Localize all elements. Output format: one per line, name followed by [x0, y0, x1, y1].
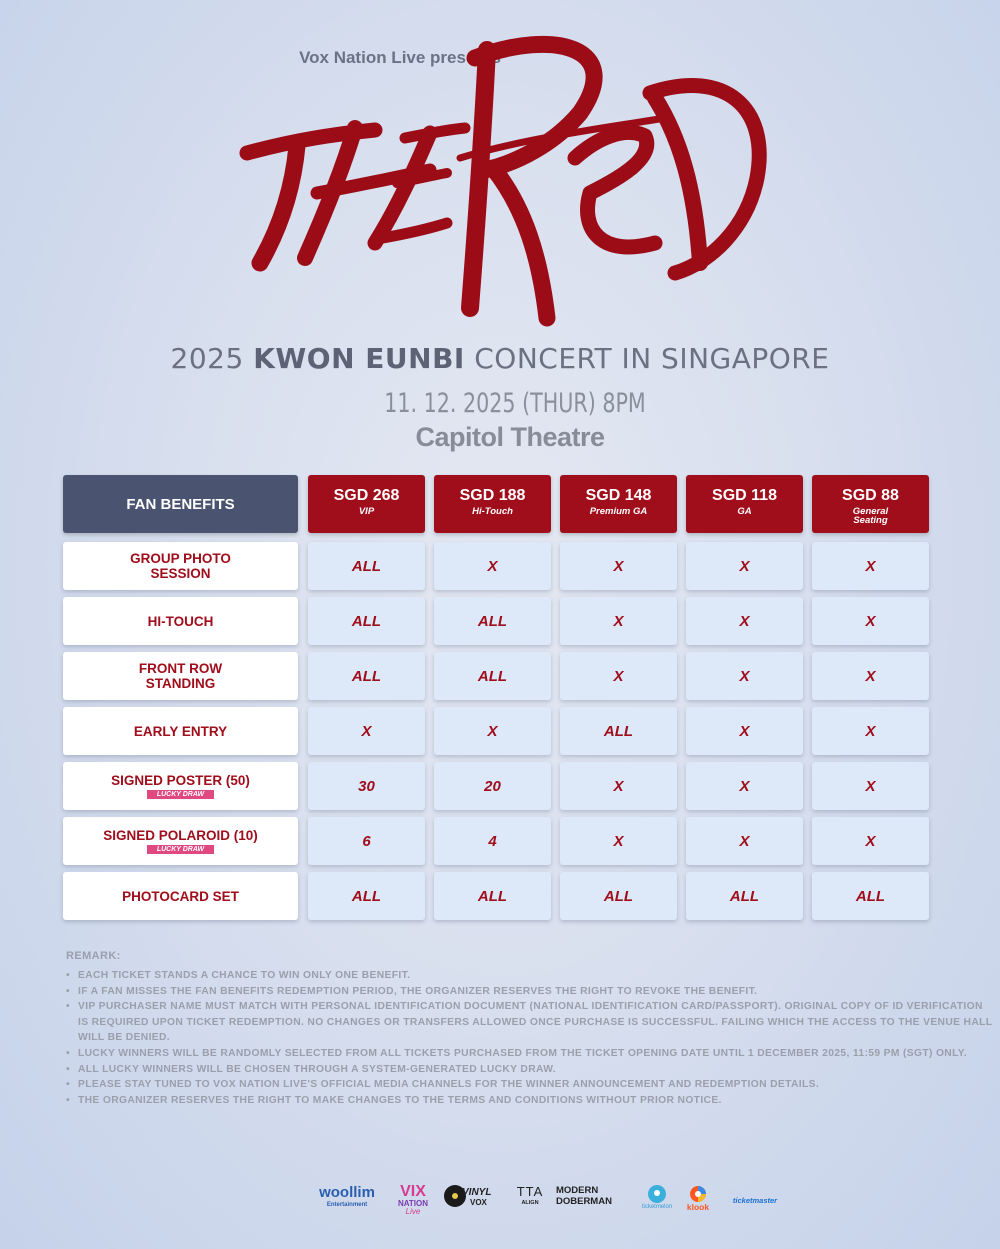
benefit-cell: X	[686, 817, 803, 865]
modern-line2: DOBERMAN	[556, 1196, 612, 1207]
woollim-sub: Entertainment	[326, 1202, 368, 1208]
benefit-cell: ALL	[308, 542, 425, 590]
klook-text: klook	[686, 1202, 710, 1212]
vinyl-sub: VOX	[470, 1198, 487, 1207]
benefit-cell: 30	[308, 762, 425, 810]
benefit-cell: X	[686, 542, 803, 590]
sponsor-woollim	[312, 1185, 382, 1209]
tier-name: General Seating	[852, 506, 889, 526]
fan-benefits-header: FAN BENEFITS	[63, 475, 298, 533]
tier-name: Premium GA	[589, 506, 648, 517]
lucky-draw-badge: LUCKY DRAW	[147, 790, 214, 799]
benefit-cell: ALL	[308, 652, 425, 700]
benefit-name: EARLY ENTRY	[133, 723, 228, 739]
headline-suffix: CONCERT IN SINGAPORE	[474, 342, 830, 375]
benefit-cell: X	[812, 597, 929, 645]
benefit-row-label	[63, 817, 298, 865]
tta-logo-text: TTA	[516, 1184, 544, 1199]
benefit-name: HI-TOUCH	[147, 613, 214, 629]
remark-item: • LUCKY WINNERS WILL BE RANDOMLY SELECTED FROM ALL TICKETS PURCHASED FROM THE TICKET OPENING DATE UNTIL 1 DECEMBER 2025, 11:59 PM (SGT) ONLY.	[66, 1046, 996, 1062]
benefit-cell: X	[560, 817, 677, 865]
benefit-cell: ALL	[560, 872, 677, 920]
remark-item: • ALL LUCKY WINNERS WILL BE CHOSEN THROUGH A SYSTEM-GENERATED LUCKY DRAW.	[66, 1062, 996, 1078]
headline-artist: KWON EUNBI	[253, 342, 465, 375]
benefit-cell: ALL	[434, 872, 551, 920]
remark-title: REMARK:	[66, 950, 121, 962]
vix-logo-text: VIX	[400, 1183, 426, 1200]
the-red-logo	[225, 18, 785, 338]
benefit-name: GROUP PHOTO SESSION	[130, 551, 231, 581]
sponsor-klook	[682, 1185, 714, 1212]
tta-sub: ALIGN	[521, 1200, 539, 1206]
benefit-cell: X	[560, 762, 677, 810]
vinyl-logo-text: VINYL	[462, 1187, 492, 1198]
sponsor-vix-nation	[390, 1185, 436, 1215]
concert-headline	[0, 342, 1000, 375]
remark-item: • VIP PURCHASER NAME MUST MATCH WITH PERSONAL IDENTIFICATION DOCUMENT (NATIONAL IDENTIFICATION CARD/PASSPORT). ORIGINAL COPY OF ID VERIFICATION IS REQUIRED UPON TICKET REDEMPTION. NO CHANGES OR TRANSFERS ALLOWED ONCE PURCHASE IS SUCCESSFUL. FAILING WHICH THE ACCESS TO THE VENUE HALL WILL BE DENIED.	[66, 999, 996, 1046]
tier-name: GA	[737, 506, 752, 517]
tier-name: VIP	[358, 506, 375, 517]
benefit-cell: X	[560, 652, 677, 700]
lucky-draw-badge: LUCKY DRAW	[147, 845, 214, 854]
sponsor-tta	[508, 1185, 552, 1207]
benefit-cell: X	[560, 597, 677, 645]
benefit-row-label	[63, 597, 298, 645]
ticketmelon-text: ticketmelon	[641, 1204, 673, 1210]
tier-header	[308, 475, 425, 533]
benefit-name: SIGNED POLAROID (10)	[103, 828, 258, 843]
benefit-cell: 4	[434, 817, 551, 865]
ticketmelon-icon	[648, 1185, 666, 1203]
remark-item: • THE ORGANIZER RESERVES THE RIGHT TO MAKE CHANGES TO THE TERMS AND CONDITIONS WITHOUT PRIOR NOTICE.	[66, 1093, 996, 1109]
benefit-cell: X	[686, 762, 803, 810]
remark-item: • PLEASE STAY TUNED TO VOX NATION LIVE'S OFFICIAL MEDIA CHANNELS FOR THE WINNER ANNOUNCEMENT AND REDEMPTION DETAILS.	[66, 1077, 996, 1093]
tier-header	[560, 475, 677, 533]
tier-header	[686, 475, 803, 533]
tier-price: SGD 188	[459, 487, 526, 504]
tier-name: Hi-Touch	[472, 506, 513, 517]
tier-price: SGD 118	[712, 487, 777, 504]
remark-item: • IF A FAN MISSES THE FAN BENEFITS REDEMPTION PERIOD, THE ORGANIZER RESERVES THE RIGHT TO REVOKE THE BENEFIT.	[66, 984, 996, 1000]
benefit-cell: ALL	[560, 707, 677, 755]
sponsor-modern-doberman	[556, 1185, 630, 1207]
headline-year: 2025	[170, 342, 244, 375]
tier-header	[434, 475, 551, 533]
benefit-cell: X	[812, 817, 929, 865]
benefit-cell: X	[434, 542, 551, 590]
benefit-cell: ALL	[434, 597, 551, 645]
benefit-cell: ALL	[308, 872, 425, 920]
benefit-cell: X	[308, 707, 425, 755]
benefit-cell: 6	[308, 817, 425, 865]
sponsor-ticketmaster: ticketmaster	[732, 1196, 778, 1205]
tier-price: SGD 88	[842, 487, 899, 504]
benefit-name: PHOTOCARD SET	[122, 888, 239, 904]
concert-date: 11. 12. 2025 (THUR) 8PM	[384, 388, 646, 419]
benefit-cell: X	[812, 707, 929, 755]
benefit-cell: ALL	[308, 597, 425, 645]
remark-item: • EACH TICKET STANDS A CHANCE TO WIN ONLY ONE BENEFIT.	[66, 968, 996, 984]
woollim-logo-text: woollim	[319, 1184, 375, 1201]
benefit-cell: 20	[434, 762, 551, 810]
vix-script: Live	[405, 1207, 421, 1216]
tier-header	[812, 475, 929, 533]
benefit-cell: X	[812, 652, 929, 700]
remarks-list	[66, 968, 996, 1108]
tier-price: SGD 148	[585, 487, 652, 504]
benefit-cell: X	[686, 652, 803, 700]
klook-icon	[687, 1185, 709, 1203]
benefit-row-label	[63, 762, 298, 810]
benefit-cell: X	[560, 542, 677, 590]
benefit-row-label	[63, 652, 298, 700]
benefit-cell: ALL	[686, 872, 803, 920]
modern-line1: MODERN	[556, 1185, 599, 1196]
benefit-cell: X	[686, 707, 803, 755]
benefit-cell: X	[812, 762, 929, 810]
benefit-cell: X	[434, 707, 551, 755]
benefit-row-label	[63, 872, 298, 920]
presenter-text: Vox Nation Live presents	[299, 48, 501, 67]
vix-sub: NATION	[397, 1199, 429, 1208]
concert-venue: Capitol Theatre	[415, 422, 605, 452]
benefit-cell: X	[686, 597, 803, 645]
sponsor-ticketmelon	[636, 1185, 678, 1212]
benefit-cell: ALL	[812, 872, 929, 920]
benefit-name: SIGNED POSTER (50)	[111, 773, 250, 788]
benefit-name: FRONT ROW STANDING	[138, 661, 223, 691]
tier-price: SGD 268	[333, 487, 400, 504]
benefit-cell: X	[812, 542, 929, 590]
benefit-row-label	[63, 542, 298, 590]
benefit-row-label	[63, 707, 298, 755]
benefit-cell: ALL	[434, 652, 551, 700]
